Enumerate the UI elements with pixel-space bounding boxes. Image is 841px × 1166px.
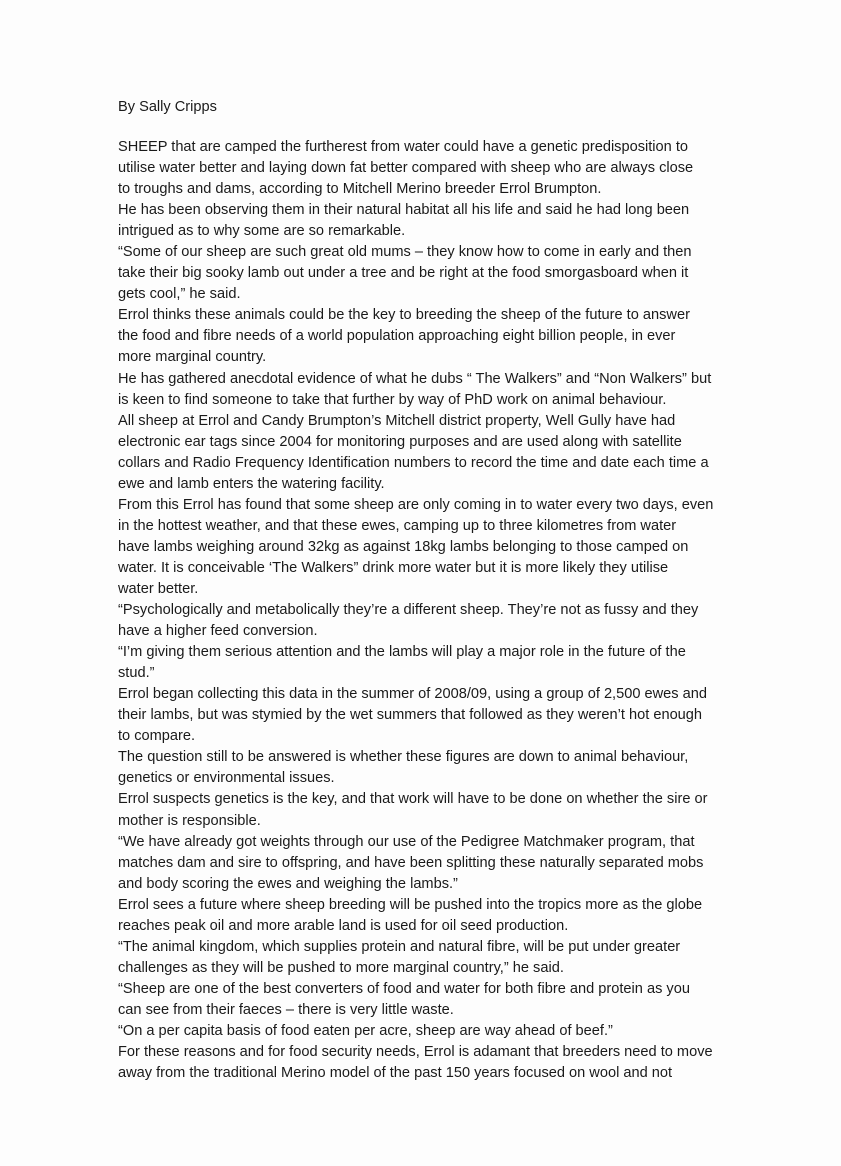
article-line: “We have already got weights through our use of the Pedigree Matchmaker program, that (118, 833, 695, 850)
article-line: challenges as they will be pushed to more marginal country,” he said. (118, 959, 564, 976)
article-line: “I’m giving them serious attention and the lambs will play a major role in the future of the (118, 644, 686, 661)
article-line: to compare. (118, 728, 196, 745)
article-line: He has gathered anecdotal evidence of what he dubs “ The Walkers” and “Non Walkers” but (118, 370, 712, 387)
article-line: is keen to find someone to take that further by way of PhD work on animal behaviour. (118, 391, 667, 408)
article-line: away from the traditional Merino model of the past 150 years focused on wool and not (118, 1065, 673, 1082)
article-line: matches dam and sire to offspring, and have been splitting these naturally separated mobs (118, 854, 704, 871)
article-line: have a higher feed conversion. (118, 623, 318, 640)
article-line: more marginal country. (118, 349, 267, 366)
article-line: All sheep at Errol and Candy Brumpton’s Mitchell district property, Well Gully have had (118, 412, 676, 429)
byline: By Sally Cripps (118, 99, 217, 115)
article-line: utilise water better and laying down fat better compared with sheep who are always close (118, 160, 694, 177)
article-line: collars and Radio Frequency Identification numbers to record the time and date each time a (118, 454, 709, 471)
article-line: reaches peak oil and more arable land is used for oil seed production. (118, 917, 569, 934)
article-line: From this Errol has found that some sheep are only coming in to water every two days, even (118, 496, 714, 513)
article-line: in the hottest weather, and that these ewes, camping up to three kilometres from water (118, 517, 677, 534)
article-line: Errol thinks these animals could be the key to breeding the sheep of the future to answer (118, 307, 690, 324)
article-line: “Some of our sheep are such great old mums – they know how to come in early and then (118, 244, 692, 261)
article-line: stud.” (118, 665, 155, 682)
article-line: and body scoring the ewes and weighing the lambs.” (118, 875, 458, 892)
article-line: their lambs, but was stymied by the wet summers that followed as they weren’t hot enough (118, 707, 703, 724)
article-line: have lambs weighing around 32kg as against 18kg lambs belonging to those camped on (118, 538, 689, 555)
article-line: genetics or environmental issues. (118, 770, 335, 787)
article-line: gets cool,” he said. (118, 286, 241, 303)
article-line: to troughs and dams, according to Mitchell Merino breeder Errol Brumpton. (118, 181, 602, 198)
article-line: electronic ear tags since 2004 for monitoring purposes and are used along with satellite (118, 433, 682, 450)
article-line: Errol suspects genetics is the key, and that work will have to be done on whether the sire or (118, 791, 708, 808)
article-line: “On a per capita basis of food eaten per acre, sheep are way ahead of beef.” (118, 1022, 613, 1039)
article-line: “The animal kingdom, which supplies protein and natural fibre, will be put under greater (118, 938, 681, 955)
article-body (118, 137, 758, 1084)
article-line: can see from their faeces – there is very little waste. (118, 1001, 454, 1018)
article-line: The question still to be answered is whether these figures are down to animal behaviour, (118, 749, 689, 766)
article-line: take their big sooky lamb out under a tree and be right at the food smorgasboard when it (118, 265, 689, 282)
article-line: water better. (118, 580, 199, 597)
article-line: “Psychologically and metabolically they’re a different sheep. They’re not as fussy and they (118, 602, 699, 619)
article-line: mother is responsible. (118, 812, 261, 829)
article-line: He has been observing them in their natural habitat all his life and said he had long been (118, 202, 690, 219)
article-line: SHEEP that are camped the furtherest from water could have a genetic predisposition to (118, 139, 689, 155)
article-line: ewe and lamb enters the watering facility. (118, 475, 385, 492)
article-line: For these reasons and for food security needs, Errol is adamant that breeders need to move (118, 1044, 713, 1061)
article-line: the food and fibre needs of a world population approaching eight billion people, in ever (118, 328, 676, 345)
article-line: Errol began collecting this data in the summer of 2008/09, using a group of 2,500 ewes and (118, 686, 707, 703)
article-line: Errol sees a future where sheep breeding will be pushed into the tropics more as the globe (118, 896, 703, 913)
article-line: water. It is conceivable ‘The Walkers” drink more water but it is more likely they utilise (118, 559, 669, 576)
article-line: intrigued as to why some are so remarkable. (118, 223, 406, 240)
article-line: “Sheep are one of the best converters of food and water for both fibre and protein as you (118, 980, 690, 997)
